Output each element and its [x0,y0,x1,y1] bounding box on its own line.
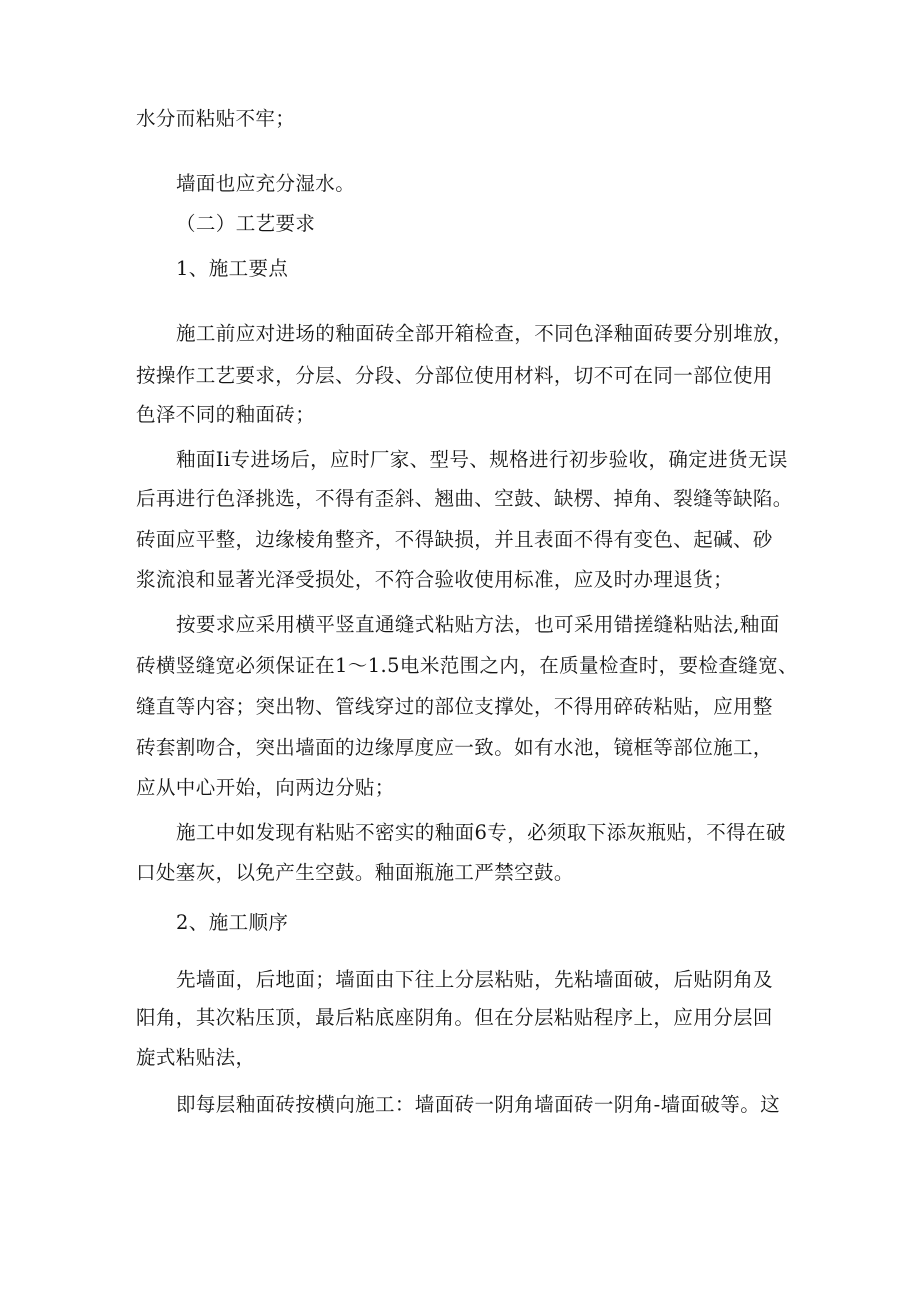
text-line: 施工中如发现有粘贴不密实的釉面6专，必须取下添灰瓶贴，不得在破 [176,821,786,844]
text-line: 口处塞灰，以免产生空鼓。釉面瓶施工严禁空鼓。 [136,861,574,884]
section-heading: （二）工艺要求 [176,212,316,235]
text-line: 先墙面，后地面；墙面由下往上分层粘贴，先粘墙面破，后贴阴角及 [176,968,774,991]
text-line: 施工前应对进场的釉面砖全部开箱检查，不同色泽釉面砖要分别堆放， [176,322,793,345]
text-line: 砖套割吻合，突出墙面的边缘厚度应一致。如有水池，镜框等部位施工， [136,736,773,759]
text-line: 浆流浪和显著光泽受损处，不符合验收使用标准，应及时办理退货； [136,568,734,591]
text-line: 砖横竖缝宽必须保证在1～1.5电米范围之内，在质量检查时，要检查缝宽、 [136,654,798,677]
text-line: 后再进行色泽挑选，不得有歪斜、翘曲、空鼓、缺楞、掉角、裂缝等缺陷。 [136,487,793,510]
text-line: 砖面应平整，边缘棱角整齐，不得缺损，并且表面不得有变色、起碱、砂 [136,528,773,551]
text-line: 墙面也应充分湿水。 [176,172,356,195]
text-line: 阳角，其次粘压顶，最后粘底座阴角。但在分层粘贴程序上，应用分层回 [136,1006,773,1029]
text-line: 即每层釉面砖按横向施工：墙面砖一阴角墙面砖一阴角-墙面破等。这 [176,1093,780,1116]
text-line: 应从中心开始，向两边分贴； [136,776,395,799]
text-line: 缝直等内容；突出物、管线穿过的部位支撑处，不得用碎砖粘贴，应用整 [136,695,773,718]
text-line: 水分而粘贴不牢； [136,107,296,130]
text-line: 按操作工艺要求，分层、分段、分部位使用材料，切不可在同一部位使用 [136,364,773,387]
text-line: 按要求应采用横平竖直通缝式粘贴方法，也可采用错搓缝粘贴法,釉面 [176,613,780,636]
text-line: 旋式粘贴法， [136,1046,256,1069]
text-line: 色泽不同的釉面砖； [136,403,316,426]
subsection-heading: 2、施工顺序 [176,911,289,934]
text-line: 釉面Ii专进场后，应时厂家、型号、规格进行初步验收，确定进货无误 [176,448,788,471]
subsection-heading: 1、施工要点 [176,257,289,280]
